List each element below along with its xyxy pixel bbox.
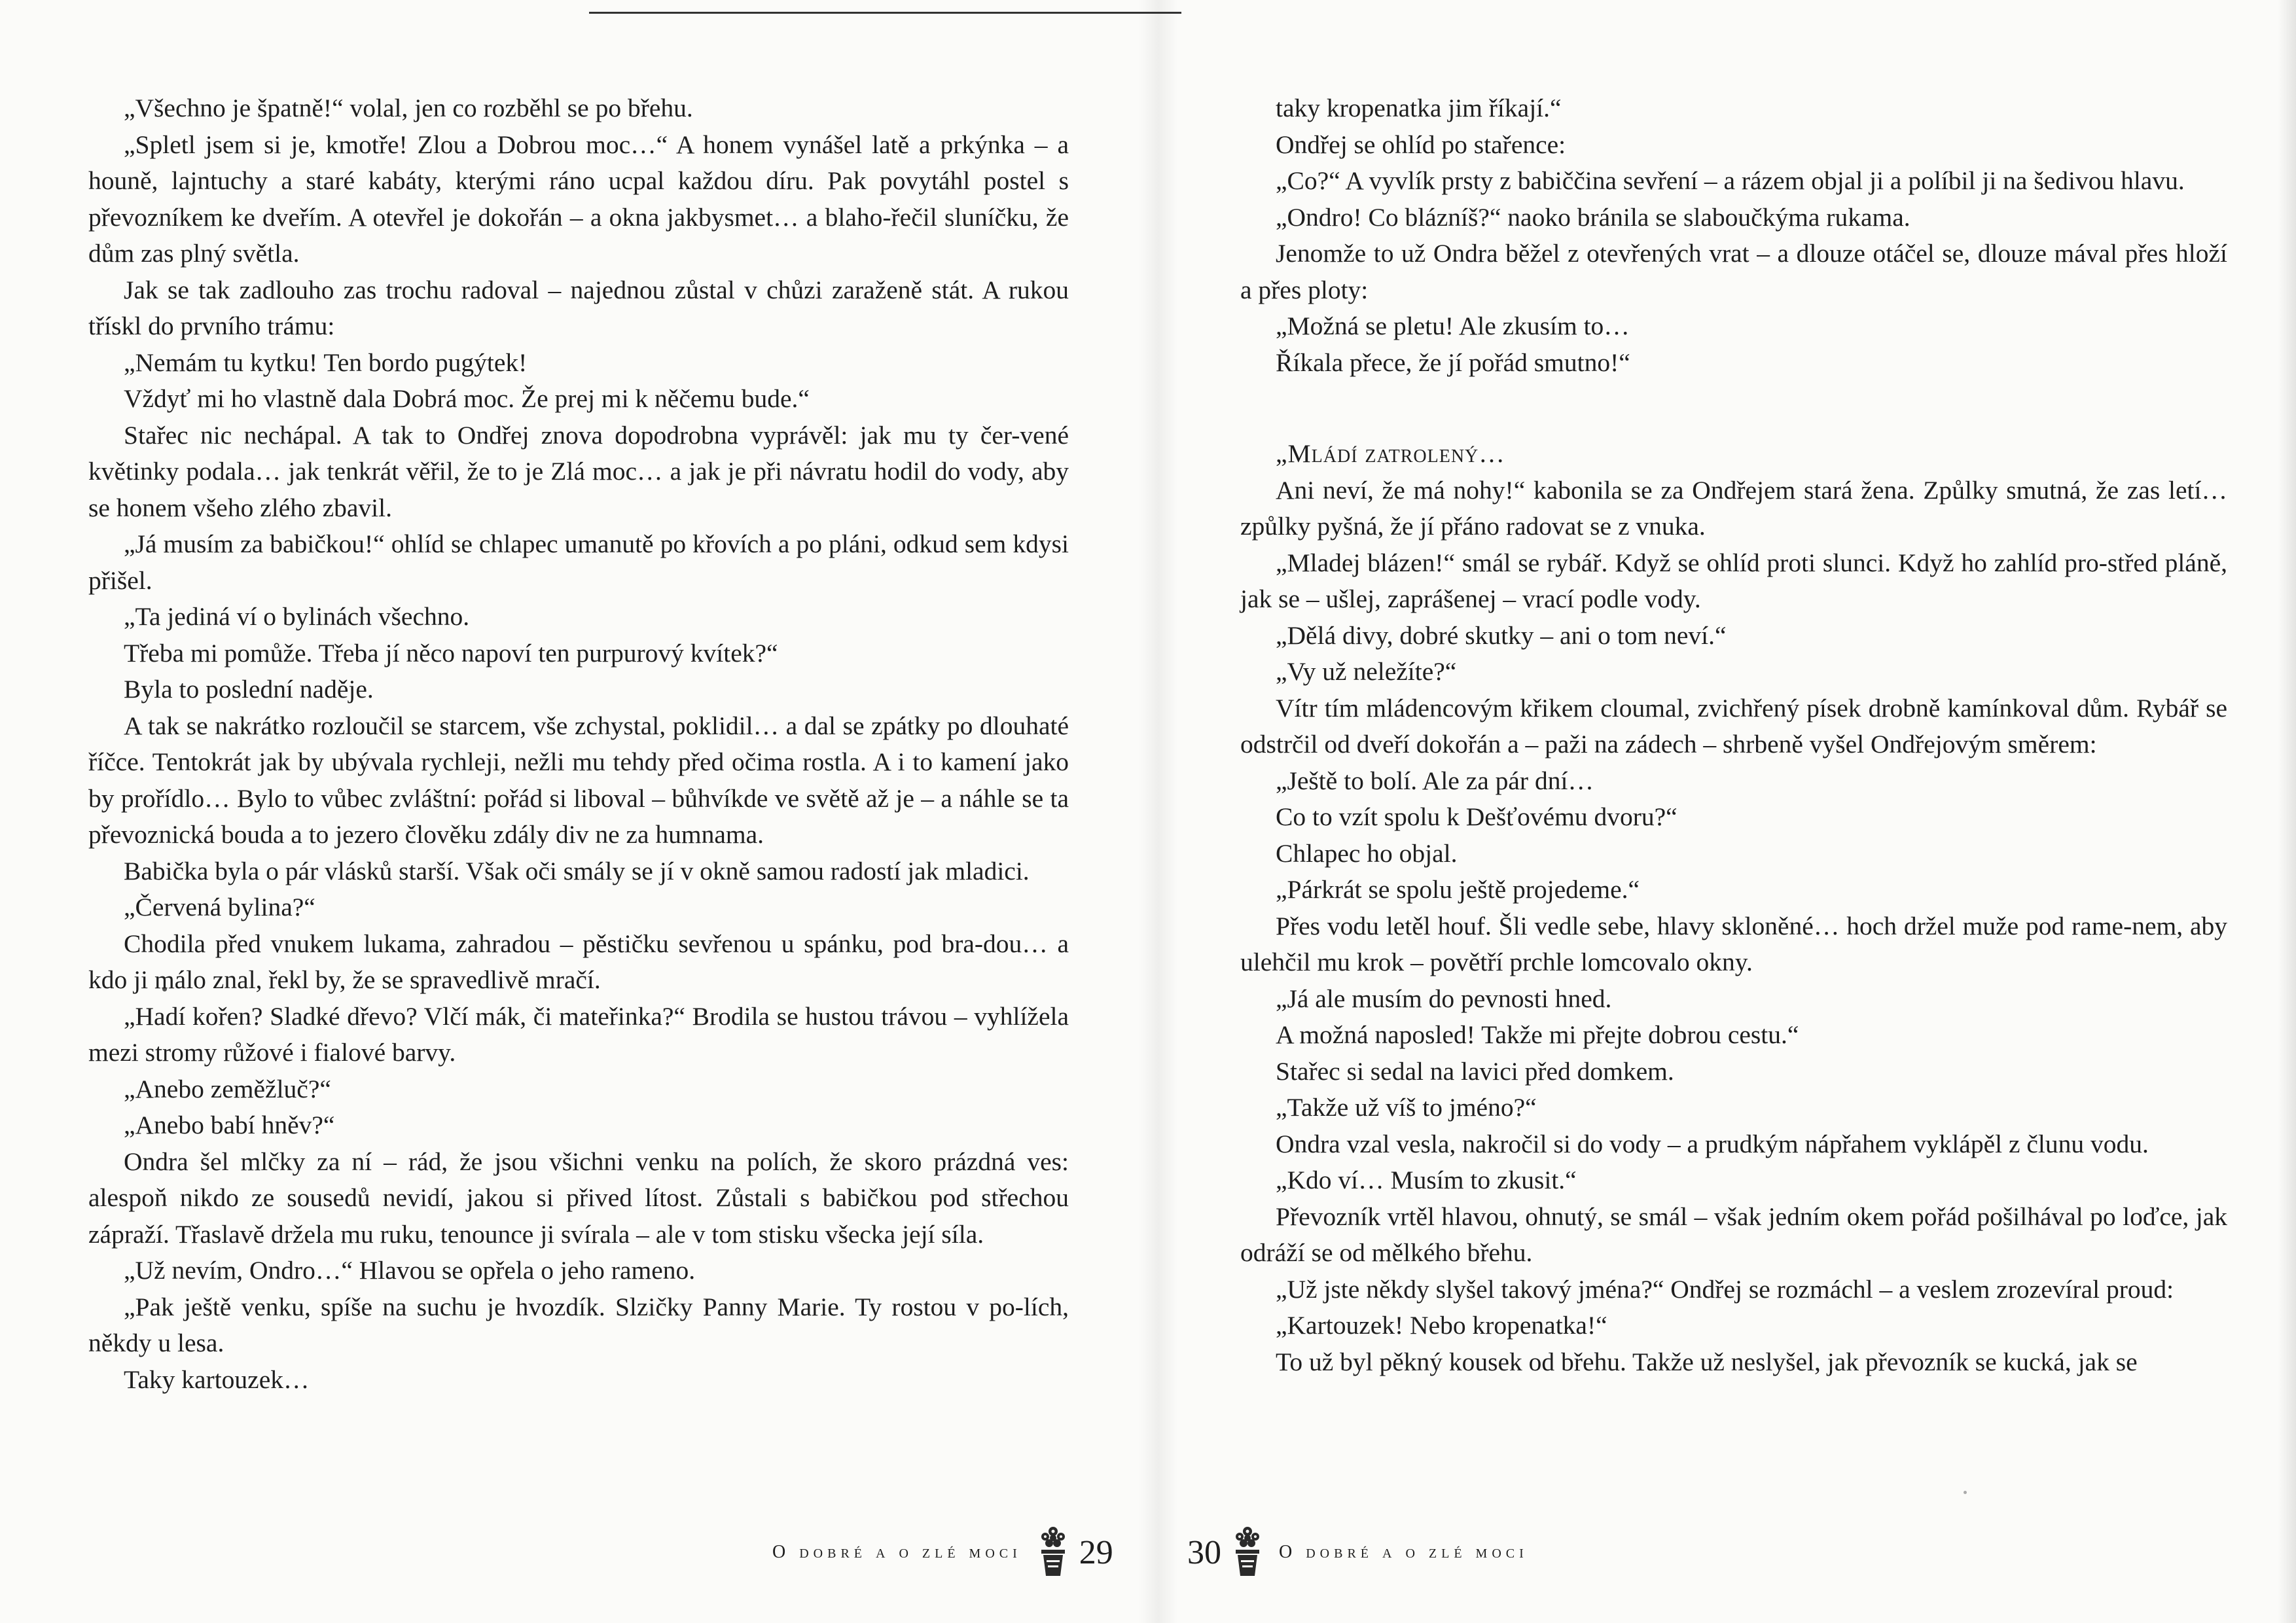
running-title: O dobré a o zlé moci: [772, 1542, 1022, 1562]
paragraph: „Anebo babí hněv?“: [124, 1111, 335, 1139]
flower-pot-icon: [1036, 1522, 1070, 1583]
paragraph: „Ta jediná ví o bylinách všechno.: [124, 602, 470, 631]
paragraph: Přes vodu letěl houf. Šli vedle sebe, hlavy skloněné… hoch držel muže pod rame-nem, aby ulehčil mu krok – povětří prchle lomcovalo okny.: [1240, 911, 2227, 976]
book-gutter: [1139, 0, 1178, 1623]
paragraph: „Takže už víš to jméno?“: [1276, 1093, 1537, 1122]
paragraph: Vždyť mi ho vlastně dala Dobrá moc. Že prej mi k něčemu bude.“: [124, 384, 810, 413]
page-edge: [2278, 0, 2296, 1623]
paragraph: Byla to poslední naděje.: [124, 675, 374, 704]
paragraph: Ondřej se ohlíd po stařence:: [1276, 130, 1566, 159]
running-title: O dobré a o zlé moci: [1279, 1542, 1528, 1562]
flower-pot-icon: [1230, 1522, 1265, 1583]
paragraph: Taky kartouzek…: [124, 1364, 310, 1394]
paragraph: A možná naposled! Takže mi přejte dobrou cestu.“: [1276, 1020, 1799, 1049]
paragraph: „Hadí kořen? Sladké dřevo? Vlčí mák, či mateřinka?“ Brodila se hustou trávou – vyhlížela mezi stromy růžové i fialové barvy.: [88, 1001, 1069, 1067]
right-page: [1240, 90, 2227, 1380]
paragraph: Jenomže to už Ondra běžel z otevřených vrat – a dlouze otáčel se, dlouze mával přes hloží a přes ploty:: [1240, 239, 2227, 304]
paragraph: „Anebo zeměžluč?“: [124, 1074, 331, 1103]
paragraph: „Co?“ A vyvlík prsty z babiččina sevření – a rázem objal ji a políbil ji na šedivou hlavu.: [1276, 166, 2185, 195]
paragraph: „Já ale musím do pevnosti hned.: [1276, 984, 1612, 1013]
section-heading: „Mládí zatrolený…: [1276, 439, 1505, 468]
paragraph: „Dělá divy, dobré skutky – ani o tom neví.“: [1276, 620, 1727, 650]
paragraph: Ani neví, že má nohy!“ kabonila se za Ondřejem stará žena. Způlky smutná, že zas letí… způlky pyšná, že jí přáno radovat se z vnuka.: [1240, 475, 2227, 541]
paragraph: „Všechno je špatně!“ volal, jen co rozběhl se po břehu.: [124, 94, 693, 122]
scan-speck: [1964, 1491, 1967, 1494]
paragraph: Říkala přece, že jí pořád smutno!“: [1276, 348, 1630, 377]
paragraph: „Ondro! Co blázníš?“ naoko bránila se slaboučkýma rukama.: [1276, 202, 1910, 232]
paragraph: Stařec nic nechápal. A tak to Ondřej znova dopodrobna vyprávěl: jak mu ty čer-vené květinky podala… jak tenkrát věřil, že to je Zlá moc… a jak je při návratu hodil do vody, aby se honem všeho zlého zbavil.: [88, 420, 1069, 522]
paragraph: Stařec si sedal na lavici před domkem.: [1276, 1056, 1674, 1086]
top-rule: [589, 12, 1181, 14]
paragraph: „Párkrát se spolu ještě projedeme.“: [1276, 875, 1640, 904]
paragraph: „Možná se pletu! Ale zkusím to…: [1276, 312, 1630, 340]
paragraph: Převozník vrtěl hlavou, ohnutý, se smál – však jedním okem pořád pošilhával po loďce, jak odráží se od mělkého břehu.: [1240, 1202, 2227, 1267]
paragraph: „Ještě to bolí. Ale za pár dní…: [1276, 766, 1594, 795]
paragraph: Třeba mi pomůže. Třeba jí něco napoví ten purpurový kvítek?“: [124, 638, 778, 668]
paragraph: Babička byla o pár vlásků starší. Však oči smály se jí v okně samou radostí jak mladici.: [124, 856, 1030, 885]
section-break: [1240, 381, 2227, 436]
paragraph: To už byl pěkný kousek od břehu. Takže už neslyšel, jak převozník se kucká, jak se: [1276, 1347, 2138, 1376]
paragraph: Jak se tak zadlouho zas trochu radoval – najednou zůstal v chůzi zaraženě stát. A rukou třískl do prvního trámu:: [88, 275, 1069, 340]
paragraph: Co to vzít spolu k Dešťovému dvoru?“: [1276, 802, 1677, 831]
paragraph: Vítr tím mládencovým křikem cloumal, zvichřený písek drobně kamínkoval dům. Rybář se odstrčil od dveří dokořán a – paži na zádech – shrbeně vyšel Ondřejovým směrem:: [1240, 693, 2227, 758]
paragraph: Chodila před vnukem lukama, zahradou – pěstičku sevřenou u spánku, pod bra-dou… a kdo ji málo znal, řekl by, že se spravedlivě mračí.: [88, 929, 1069, 994]
paragraph: Ondra vzal vesla, nakročil si do vody – a prudkým nápřahem vyklápěl z člunu vodu.: [1276, 1129, 2149, 1158]
right-page-footer: [1178, 1520, 1528, 1585]
paragraph: „Pak ještě venku, spíše na suchu je hvozdík. Slzičky Panny Marie. Ty rostou v po-lích, někdy u lesa.: [88, 1292, 1069, 1357]
paragraph: „Už nevím, Ondro…“ Hlavou se opřela o jeho rameno.: [124, 1256, 696, 1285]
paragraph: „Kdo ví… Musím to zkusit.“: [1276, 1166, 1577, 1194]
paragraph: „Vy už neležíte?“: [1276, 657, 1457, 686]
paragraph: „Já musím za babičkou!“ ohlíd se chlapec umanutě po křovích a po pláni, odkud sem kdysi přišel.: [88, 529, 1069, 595]
paragraph: Ondra šel mlčky za ní – rád, že jsou všichni venku na polích, že skoro prázdná ves: alespoň nikdo ze sousedů nevidí, jakou si přived lítost. Zůstali s babičkou pod střechou zápraží. Třaslavě držela mu ruku, tenounce ji svírala – ale v tom stisku všecka její síla.: [88, 1147, 1069, 1249]
paragraph: Chlapec ho objal.: [1276, 838, 1458, 868]
paragraph: „Nemám tu kytku! Ten bordo pugýtek!: [124, 348, 528, 377]
paragraph: „Mladej blázen!“ smál se rybář. Když se ohlíd proti slunci. Když ho zahlíd pro-střed pláně, jak se – ušlej, zaprášenej – vrací podle vody.: [1240, 548, 2227, 613]
paragraph: A tak se nakrátko rozloučil se starcem, vše zchystal, poklidil… a dal se zpátky po dlouhaté říčce. Tentokrát jak by ubývala rychleji, nežli mu tehdy před očima rostla. A i to kamení jako by prořídlo… Bylo to vůbec zvláštní: pořád si liboval – bůhvíkde ve světě až je – a náhle se ta převoznická bouda a to jezero člověku zdály div ne za humnama.: [88, 711, 1069, 849]
paragraph: „Spletl jsem si je, kmotře! Zlou a Dobrou moc…“ A honem vynášel latě a prkýnka – a houně, lajntuchy a staré kabáty, kterými ráno ucpal každou díru. Pak povytáhl postel s převozníkem ke dveřím. A otevřel je dokořán – a okna jakbysmet… a blaho-řečil sluníčku, že dům zas plný světla.: [88, 130, 1069, 268]
left-page-footer: [772, 1520, 1122, 1585]
page-number: 30: [1187, 1533, 1221, 1571]
left-page: [88, 90, 1069, 1398]
paragraph: „Červená bylina?“: [124, 893, 315, 921]
paragraph: taky kropenatka jim říkají.“: [1276, 94, 1562, 122]
paragraph: „Už jste někdy slyšel takový jména?“ Ondřej se rozmáchl – a veslem zrozevíral proud:: [1276, 1274, 2174, 1304]
page-number: 29: [1079, 1533, 1113, 1571]
paragraph: „Kartouzek! Nebo kropenatka!“: [1276, 1311, 1607, 1340]
